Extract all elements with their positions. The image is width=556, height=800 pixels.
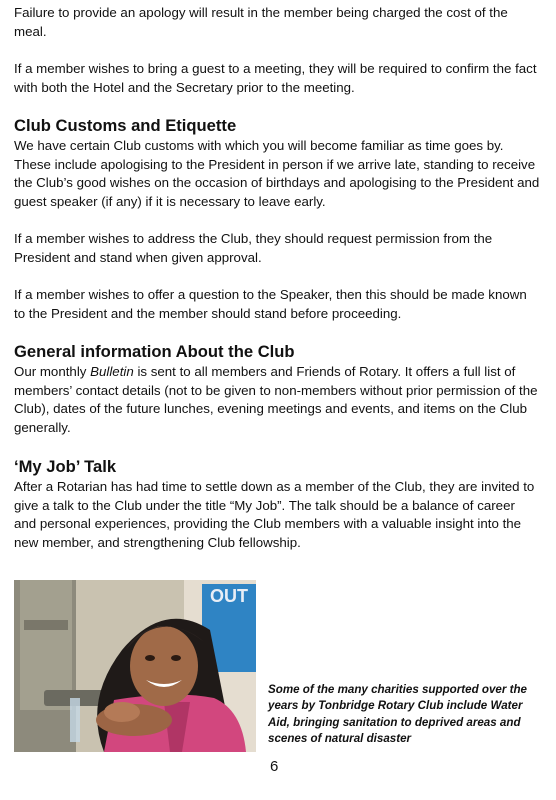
paragraph-guest: If a member wishes to bring a guest to a meeting, they will be required to confirm the fact with both the Hotel and the Secretary prior to the meeting.	[14, 61, 537, 95]
paragraph-apology: Failure to provide an apology will result in the member being charged the cost of the meal.	[14, 5, 508, 39]
child-drinking-water-image	[14, 580, 256, 752]
bulletin-text-end: is sent to all members and Friends of Rotary. It offers a full list of members’ contact details (not to be given to non-members without prior permission of the Club), dates of the future lunches, evening meetings and events, and items on the Club generally.	[14, 364, 538, 435]
heading-club-customs: Club Customs and Etiquette	[14, 116, 237, 135]
bulletin-text-start: Our monthly	[14, 364, 91, 379]
paragraph-customs: We have certain Club customs with which you will become familiar as time goes by. These include apologising to the President in person if we arrive late, standing to receive the Club’s good wishes on the occasion of birthdays and apologising to the President and guest speaker (if any) if it is necessary to leave early.	[14, 138, 540, 209]
heading-general-information: General information About the Club	[14, 342, 295, 361]
charity-photo	[14, 580, 256, 752]
paragraph-bulletin	[14, 363, 540, 437]
sign-text: OUT	[210, 586, 248, 606]
paragraph-my-job: After a Rotarian has had time to settle down as a member of the Club, they are invited to give a talk to the Club under the title “My Job”. The talk should be a balance of career and personal experiences, providing the Club members with a valuable insight into the new member, and strengthening Club fellowship.	[14, 479, 535, 550]
paragraph-question-speaker: If a member wishes to offer a question to the Speaker, then this should be made known to the President and the member should stand before proceeding.	[14, 287, 527, 321]
heading-my-job: ‘My Job’ Talk	[14, 457, 117, 476]
photo-caption: Some of the many charities supported over the years by Tonbridge Rotary Club include Water Aid, bringing sanitation to deprived areas and scenes of natural disaster	[268, 683, 527, 746]
bulletin-title: Bulletin	[90, 364, 134, 379]
page-number: 6	[270, 758, 279, 775]
paragraph-address-club: If a member wishes to address the Club, they should request permission from the President and stand when given approval.	[14, 231, 493, 265]
